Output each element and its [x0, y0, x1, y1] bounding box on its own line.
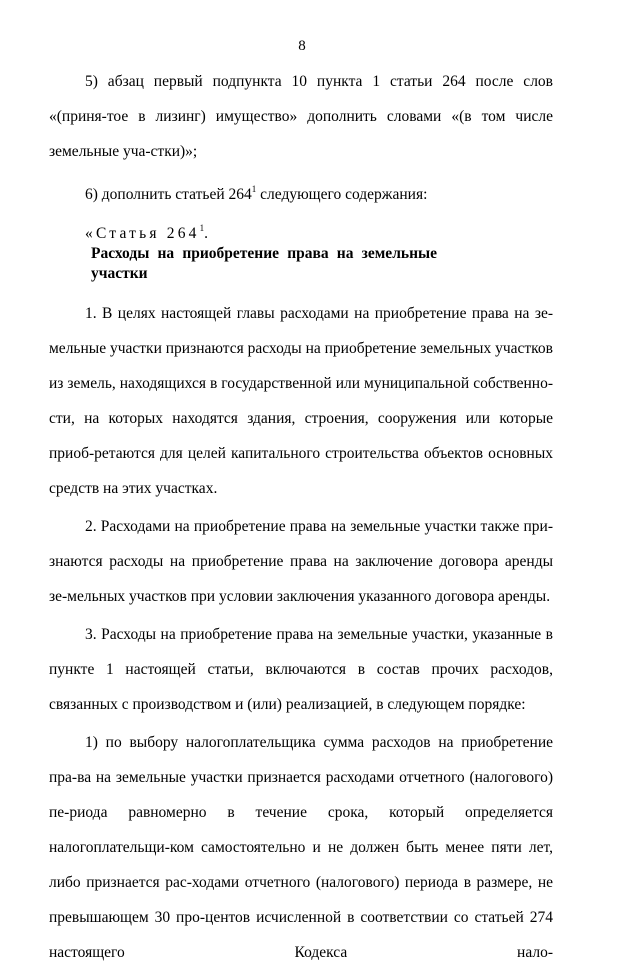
subclause-1: 1) по выбору налогоплательщика сумма расходов на приобретение пра-ва на земельные участки признается расходами отчетного (налогового) пе-риода равномерно в течение срока, который определяется налогоплательщи-ком самостоятельно и не должен быть менее пяти лет, либо признается рас-ходами отчетного (налогового) периода в размере, не превышающем 30 про-центов исчисленной в соответствии со статьей 274 настоящего Кодекса нало-: [49, 734, 553, 961]
paragraph-item-6-text: 6) дополнить статьей 264: [85, 186, 252, 203]
clause-1: 1. В целях настоящей главы расходами на приобретение права на зе-мельные участки признаются расходы на приобретение земельных участков из земель, находящихся в государственной или муниципальной собственно-сти, на которых находятся здания, строения, сооружения или которые приоб-ретаются для целей капитального строительства объектов основных средств на этих участках.: [49, 305, 553, 497]
article-title: Расходы на приобретение права на земельные участки: [91, 245, 437, 282]
document-body: [49, 64, 553, 970]
paragraph-item-6: [49, 172, 553, 212]
article-heading: [49, 218, 553, 284]
superscript-number: 1: [251, 184, 257, 194]
article-label-period: .: [204, 225, 212, 242]
article-label: [85, 218, 211, 244]
article-superscript: 1: [199, 223, 205, 233]
page-number: 8: [298, 38, 306, 54]
clause-2: 2. Расходами на приобретение права на земельные участки также при-знаются расходы на приобретение права на заключение договора аренды зе-мельных участков при условии заключения указанного договора аренды.: [49, 518, 553, 605]
clause-3: 3. Расходы на приобретение права на земельные участки, указанные в пункте 1 настоящей статьи, включаются в состав прочих расходов, связанных с производством и (или) реализацией, в следующем порядке:: [49, 626, 553, 713]
paragraph-item-6-tail: следующего содержания:: [256, 186, 428, 203]
article-label-text: «Статья 264: [85, 225, 200, 242]
paragraph-item-5: 5) абзац первый подпункта 10 пункта 1 статьи 264 после слов «(приня-тое в лизинг) имущество» дополнить словами «(в том числе земельные уча-стки)»;: [49, 73, 553, 160]
